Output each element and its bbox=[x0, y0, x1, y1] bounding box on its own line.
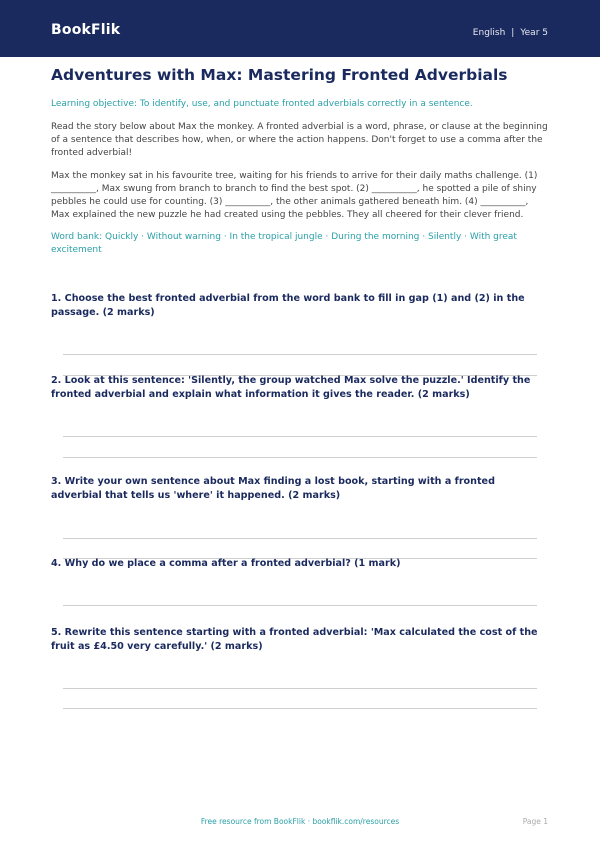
page-title: Adventures with Max: Mastering Fronted Adverbials bbox=[51, 66, 508, 84]
brand-logo: BookFlik bbox=[51, 22, 121, 38]
subject-year-label bbox=[473, 28, 548, 38]
question-4: 4. Why do we place a comma after a fronted adverbial? (1 mark) bbox=[51, 558, 401, 569]
answer-line[interactable] bbox=[63, 708, 537, 709]
word-bank: Word bank: Quickly · Without warning · In the tropical jungle · During the morning · Silently · With great excitement bbox=[51, 232, 517, 256]
answer-line[interactable] bbox=[63, 457, 537, 458]
page-header bbox=[0, 0, 600, 57]
answer-line[interactable] bbox=[63, 354, 537, 355]
question-2: 2. Look at this sentence: 'Silently, the group watched Max solve the puzzle.' Identify the fronted adverbial and explain what information it gives the reader. (2 marks) bbox=[51, 375, 531, 400]
subject-label: English bbox=[472, 28, 506, 38]
story-paragraph: Max the monkey sat in his favourite tree, waiting for his friends to arrive for their daily maths challenge. (1) __________, Max swung from branch to branch to find the best spot. (2) __________, he spotted a pile of shiny pebbles he could use for counting. (3) __________, the other animals gathered beneath him. (4) __________, Max explained the new puzzle he had created using the pebbles. They all cheered for their clever friend. bbox=[51, 170, 538, 221]
question-3: 3. Write your own sentence about Max finding a lost book, starting with a fronted adverbial that tells us 'where' it happened. (2 marks) bbox=[51, 476, 495, 501]
worksheet-intro bbox=[51, 64, 549, 257]
footer-credit[interactable]: Free resource from BookFlik · bookflik.com/resources bbox=[200, 817, 400, 826]
page-number: Page 1 bbox=[522, 817, 548, 826]
year-label: Year 5 bbox=[520, 28, 548, 38]
answer-line[interactable] bbox=[63, 605, 537, 606]
question-1: 1. Choose the best fronted adverbial from the word bank to fill in gap (1) and (2) in the passage. (2 marks) bbox=[51, 293, 525, 318]
question-5: 5. Rewrite this sentence starting with a fronted adverbial: 'Max calculated the cost of the fruit as £4.50 very carefully.' (2 marks) bbox=[51, 627, 538, 652]
intro-paragraph: Read the story below about Max the monkey. A fronted adverbial is a word, phrase, or clause at the beginning of a sentence that describes how, when, or where the action happens. Don't forget to use a comma after the fronted adverbial! bbox=[51, 122, 548, 159]
separator: | bbox=[511, 28, 515, 38]
learning-objective: Learning objective: To identify, use, and punctuate fronted adverbials correctly in a sentence. bbox=[51, 99, 473, 109]
answer-line[interactable] bbox=[63, 538, 537, 539]
answer-line[interactable] bbox=[63, 436, 537, 437]
answer-line[interactable] bbox=[63, 688, 537, 689]
